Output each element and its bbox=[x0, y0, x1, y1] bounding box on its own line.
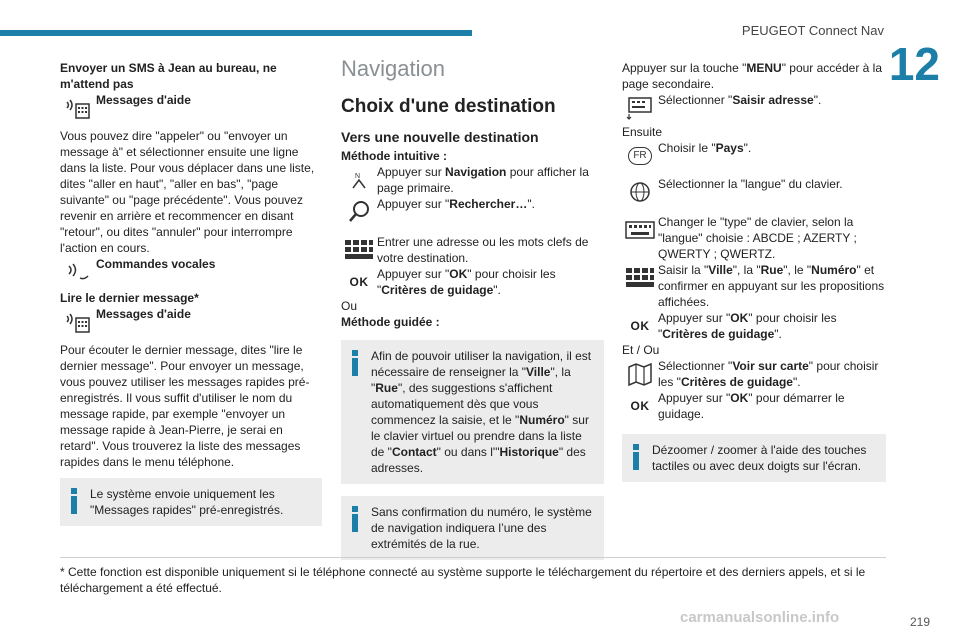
step-type bbox=[622, 214, 886, 262]
or-label: Ou bbox=[341, 299, 358, 313]
svg-text:N: N bbox=[355, 173, 361, 180]
help-text: Vous pouvez dire "appeler" ou "envoyer un message à" et sélectionner ensuite une ligne dans la liste. Pour vous déplacer dans une liste, dites "aller en haut", "aller en bas", "page suivante" ou "page précédente". Vous pouvez revenir en arrière et recommencer en disant "retour", ou dites "annuler" pour interrompre l'action en cours. bbox=[60, 129, 315, 255]
header-title: PEUGEOT Connect Nav bbox=[741, 23, 884, 38]
step-language bbox=[622, 176, 886, 208]
step-ok bbox=[341, 266, 604, 298]
navigation-title: Navigation bbox=[341, 56, 445, 81]
info-icon bbox=[68, 488, 80, 514]
info-icon bbox=[630, 444, 642, 470]
ok-icon: OK bbox=[630, 319, 650, 333]
step-country bbox=[622, 140, 886, 172]
info-text: Afin de pouvoir utiliser la navigation, il est nécessaire de renseigner la "Ville", la "Rue", des suggestions s'affichent automatiquement dès que vous commencez la saisie, et le "Numéro" sur le clavier virtuel ou prendre dans la liste de "Contact" ou dans l'"Historique" des adresses. bbox=[371, 349, 592, 475]
step-enter-address bbox=[622, 262, 886, 310]
step-type-text: Changer le "type" de clavier, selon la "langue" choisie : ABCDE ; AZERTY ; QWERTY ; QWERTZ. bbox=[658, 215, 857, 261]
ok-icon: OK bbox=[630, 399, 650, 413]
voice-command-icon bbox=[60, 256, 96, 288]
watermark: carmanualsonline.info bbox=[680, 609, 840, 626]
header-accent-bar bbox=[0, 30, 472, 36]
step-search bbox=[341, 196, 604, 228]
step-address bbox=[622, 92, 886, 124]
address-entry-icon bbox=[622, 92, 658, 124]
voice-keyboard-icon bbox=[60, 92, 96, 124]
info-text: Dézoomer / zoomer à l'aide des touches tactiles ou avec deux doigts sur l'écran. bbox=[652, 443, 867, 473]
step-ok-start-text: Appuyer sur "OK" pour démarrer le guidage. bbox=[658, 391, 845, 421]
step-map-text: Sélectionner "Voir sur carte" pour choisir les "Critères de guidage". bbox=[658, 359, 879, 389]
help-label: Messages d'aide bbox=[96, 93, 191, 107]
map-icon bbox=[622, 358, 658, 390]
column-voice-sms bbox=[60, 60, 322, 526]
then-label: Ensuite bbox=[622, 125, 663, 139]
step-navigation bbox=[341, 164, 604, 196]
navigation-icon bbox=[341, 164, 377, 196]
voice-keyboard-icon bbox=[60, 306, 96, 338]
step-map bbox=[622, 358, 886, 390]
chapter-number: 12 bbox=[888, 38, 940, 90]
new-destination-heading: Vers une nouvelle destination bbox=[341, 129, 539, 145]
menu-text: Appuyer sur la touche "MENU" pour accéder à la page secondaire. bbox=[622, 61, 883, 91]
step-ok-criteria-text: Appuyer sur "OK" pour choisir les "Critères de guidage". bbox=[658, 311, 837, 341]
keyboard-icon bbox=[341, 234, 377, 266]
step-enter-address-text: Saisir la "Ville", la "Rue", le "Numéro" et confirmer en appuyant sur les propositions affichées. bbox=[658, 263, 885, 309]
info-text: Le système envoie uniquement les "Messages rapides" pré-enregistrés. bbox=[90, 487, 284, 517]
info-box bbox=[341, 496, 604, 560]
info-text: Sans confirmation du numéro, le système de navigation indiquera l’une des extrémités de la rue. bbox=[371, 505, 592, 551]
method-intuitive-label: Méthode intuitive : bbox=[341, 149, 447, 163]
info-box bbox=[341, 340, 604, 484]
method-guided-label: Méthode guidée : bbox=[341, 315, 440, 329]
step-language-text: Sélectionner la "langue" du clavier. bbox=[658, 177, 843, 191]
step-ok-start bbox=[622, 390, 886, 422]
footnote-divider bbox=[60, 557, 886, 558]
step-enter bbox=[341, 234, 604, 266]
sms-heading: Envoyer un SMS à Jean au bureau, ne m'attend pas bbox=[60, 61, 277, 91]
info-icon bbox=[349, 350, 361, 376]
step-search-text: Appuyer sur "Rechercher…". bbox=[377, 197, 535, 211]
search-icon bbox=[341, 196, 377, 228]
keyboard-icon bbox=[622, 262, 658, 294]
voice-row bbox=[60, 256, 322, 288]
ok-icon: OK bbox=[349, 275, 369, 289]
voice-label: Commandes vocales bbox=[96, 257, 216, 271]
destination-heading: Choix d'une destination bbox=[341, 96, 556, 117]
read-heading: Lire le dernier message* bbox=[60, 291, 199, 305]
info-box bbox=[622, 434, 886, 482]
info-box bbox=[60, 478, 322, 526]
country-icon: FR bbox=[622, 140, 658, 172]
column-navigation bbox=[341, 56, 604, 560]
help-text-2: Pour écouter le dernier message, dites "lire le dernier message". Pour envoyer un message, vous pouvez utiliser les messages rapides pré-enregistrés. Il vous suffit d'utiliser le nom du message rapide, par exemple "envoyer un message rapide à Jean-Pierre, je serai en retard". Vous trouverez la liste des messages rapides dans le menu téléphone. bbox=[60, 343, 310, 469]
info-icon bbox=[349, 506, 361, 532]
step-ok-text: Appuyer sur "OK" pour choisir les "Critères de guidage". bbox=[377, 267, 556, 297]
andor-label: Et / Ou bbox=[622, 343, 660, 357]
step-address-text: Sélectionner "Saisir adresse". bbox=[658, 93, 822, 107]
help-row-2 bbox=[60, 306, 322, 338]
step-country-text: Choisir le "Pays". bbox=[658, 141, 752, 155]
help-row bbox=[60, 92, 322, 124]
keyboard-type-icon bbox=[622, 214, 658, 246]
step-navigation-text: Appuyer sur Navigation pour afficher la page primaire. bbox=[377, 165, 589, 195]
page-number: 219 bbox=[909, 615, 930, 629]
language-icon bbox=[622, 176, 658, 208]
step-enter-text: Entrer une adresse ou les mots clefs de votre destination. bbox=[377, 235, 589, 265]
help-label-2: Messages d'aide bbox=[96, 307, 191, 321]
column-guided-steps bbox=[622, 60, 886, 482]
footnote: * Cette fonction est disponible uniquement si le téléphone connecté au système supporte le téléchargement du répertoire et des derniers appels, et si le téléchargement a été effectué. bbox=[60, 565, 866, 595]
step-ok-criteria bbox=[622, 310, 886, 342]
